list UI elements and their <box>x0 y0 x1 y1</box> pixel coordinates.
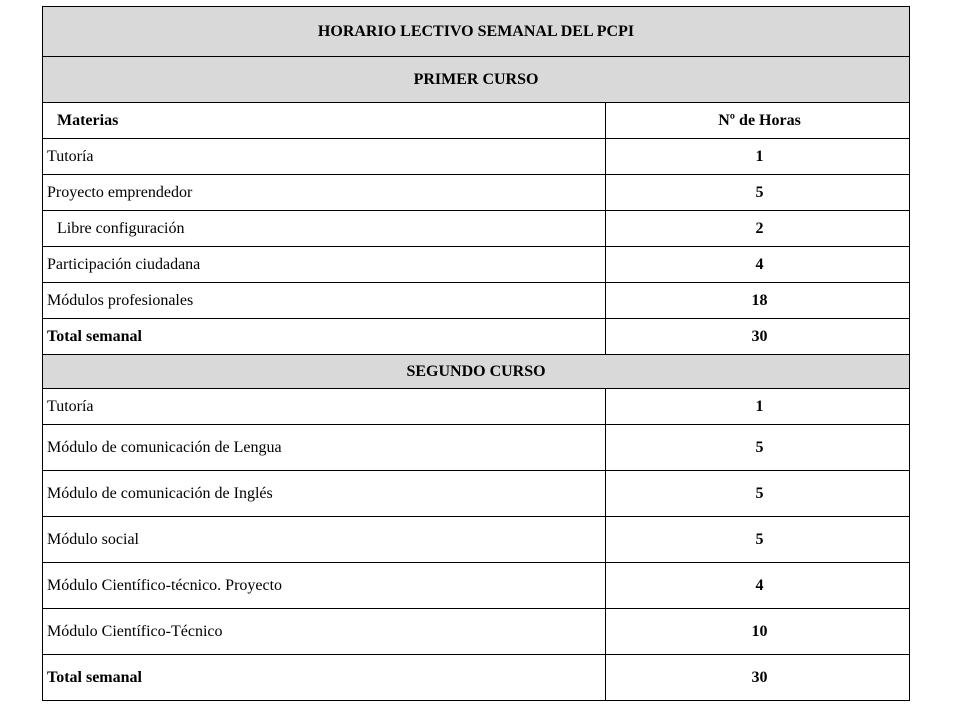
table-row <box>43 175 910 211</box>
column-header-subject: Materias <box>43 103 606 139</box>
total-hours: 30 <box>606 319 910 355</box>
hours-cell: 5 <box>606 471 910 517</box>
total-hours: 30 <box>606 655 910 701</box>
schedule-table <box>42 6 910 701</box>
table-row <box>43 139 910 175</box>
subject-cell: Módulos profesionales <box>43 283 606 319</box>
first-course-header-row <box>43 57 910 103</box>
table-row <box>43 425 910 471</box>
table-row <box>43 283 910 319</box>
second-course-header-row <box>43 355 910 389</box>
hours-cell: 18 <box>606 283 910 319</box>
total-label: Total semanal <box>43 319 606 355</box>
hours-cell: 5 <box>606 175 910 211</box>
table-title: HORARIO LECTIVO SEMANAL DEL PCPI <box>43 7 910 57</box>
table-row <box>43 563 910 609</box>
subject-cell: Módulo Científico-técnico. Proyecto <box>43 563 606 609</box>
first-total-row <box>43 319 910 355</box>
hours-cell: 5 <box>606 517 910 563</box>
subject-cell: Módulo Científico-Técnico <box>43 609 606 655</box>
hours-cell: 1 <box>606 389 910 425</box>
table-row <box>43 471 910 517</box>
hours-cell: 2 <box>606 211 910 247</box>
title-row <box>43 7 910 57</box>
subject-cell: Tutoría <box>43 139 606 175</box>
hours-cell: 4 <box>606 563 910 609</box>
subject-cell: Módulo de comunicación de Lengua <box>43 425 606 471</box>
table-row <box>43 517 910 563</box>
column-header-row <box>43 103 910 139</box>
subject-cell: Libre configuración <box>43 211 606 247</box>
hours-cell: 1 <box>606 139 910 175</box>
subject-cell: Módulo de comunicación de Inglés <box>43 471 606 517</box>
hours-cell: 5 <box>606 425 910 471</box>
table-row <box>43 247 910 283</box>
subject-cell: Participación ciudadana <box>43 247 606 283</box>
subject-cell: Módulo social <box>43 517 606 563</box>
second-total-row <box>43 655 910 701</box>
hours-cell: 4 <box>606 247 910 283</box>
hours-cell: 10 <box>606 609 910 655</box>
total-label: Total semanal <box>43 655 606 701</box>
subject-cell: Proyecto emprendedor <box>43 175 606 211</box>
second-course-header: SEGUNDO CURSO <box>43 355 910 389</box>
subject-cell: Tutoría <box>43 389 606 425</box>
table-row <box>43 211 910 247</box>
table-row <box>43 389 910 425</box>
table-row <box>43 609 910 655</box>
first-course-header: PRIMER CURSO <box>43 57 910 103</box>
column-header-hours: Nº de Horas <box>606 103 910 139</box>
